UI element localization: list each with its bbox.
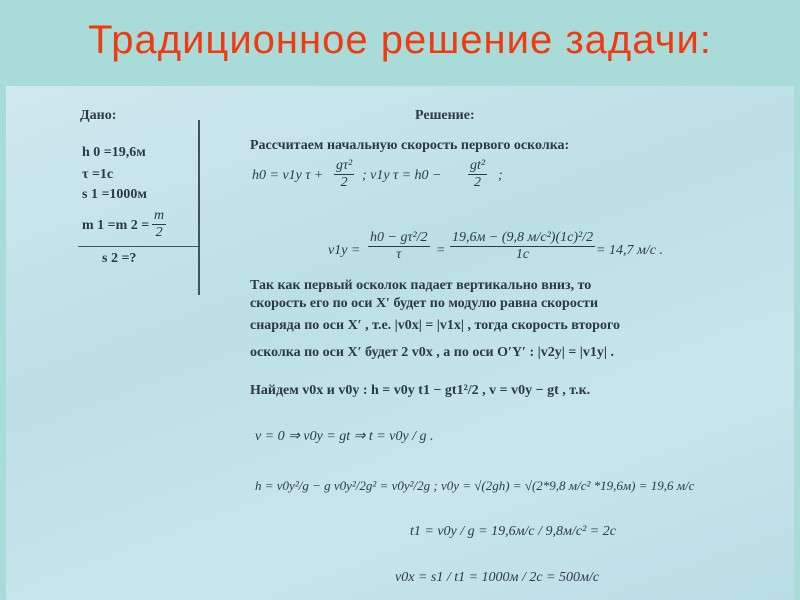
given-line-h0: h 0 =19,6м [82, 145, 146, 160]
h-eq: h = v0y²/g − g v0y²/2g² = v0y²/2g ; v0y = √(2gh) = √(2*9,8 м/с² *19,6м) = 19,6 м/с [255, 478, 695, 493]
find-line: Найдем v0x и v0y : h = v0y t1 − gt1²/2 , v = v0y − gt , т.к. [250, 383, 591, 398]
eq2-lhs: v1y = [328, 243, 361, 258]
t1-eq: t1 = v0y / g = 19,6м/с / 9,8м/с² = 2с [410, 524, 616, 539]
solution-step1: Рассчитаем начальную скорость первого осколка: [250, 138, 570, 153]
para-line-4: осколка по оси X′ будет 2 v0x , а по оси O′Y′ : |v2y| = |v1y| . [250, 345, 614, 360]
given-mass-fraction [152, 208, 166, 241]
given-line-tau: τ =1с [82, 167, 114, 182]
solution-label: Решение: [415, 108, 475, 123]
slide-title: Традиционное решение задачи: [88, 18, 712, 62]
given-label: Дано: [80, 108, 117, 123]
para-line-2: скорость его по оси X′ будет по модулю равна скорости [250, 296, 599, 311]
v0x-eq: v0x = s1 / t1 = 1000м / 2с = 500м/с [395, 570, 600, 585]
eq1-fraction1 [334, 158, 354, 191]
eq2-frac1-num: h0 − gτ²/2 [370, 230, 428, 245]
given-line-s1: s 1 =1000м [82, 187, 147, 202]
eq2-frac2-num: 19,6м − (9,8 м/с²)(1с)²/2 [452, 230, 594, 245]
eq1-left: h0 = v1y τ + [252, 168, 324, 183]
para-line-1: Так как первый осколок падает вертикально вниз, то [250, 278, 592, 293]
given-mass-frac-num: m [154, 208, 165, 223]
v-zero-eq: v = 0 ⇒ v0y = gt ⇒ t = v0y / g . [255, 429, 434, 444]
eq1-mid: ; v1y τ = h0 − [362, 168, 442, 183]
scanned-page [6, 86, 794, 600]
given-mass-frac-den: 2 [155, 225, 163, 240]
eq1-frac2-den: 2 [474, 175, 482, 190]
para-line-3: снаряда по оси X′ , т.е. |v0x| = |v1x| , тогда скорость второго [250, 318, 620, 333]
eq2-fraction1 [368, 230, 430, 263]
eq1-end: ; [498, 168, 503, 183]
eq2-frac2-den: 1с [515, 247, 530, 262]
eq1-frac1-num: gτ² [336, 158, 353, 173]
eq1-frac2-num: gt² [470, 158, 486, 173]
eq2-equals: = [436, 243, 446, 258]
given-divider-vertical [198, 120, 200, 295]
given-divider-horizontal [78, 246, 200, 247]
eq1-fraction2 [468, 158, 487, 191]
given-find: s 2 =? [102, 251, 137, 266]
eq2-fraction2 [450, 230, 595, 263]
given-line-mass: m 1 =m 2 = [82, 218, 150, 233]
eq1-frac1-den: 2 [340, 175, 348, 190]
eq2-result: = 14,7 м/с . [596, 243, 663, 258]
eq2-frac1-den: τ [396, 247, 402, 262]
